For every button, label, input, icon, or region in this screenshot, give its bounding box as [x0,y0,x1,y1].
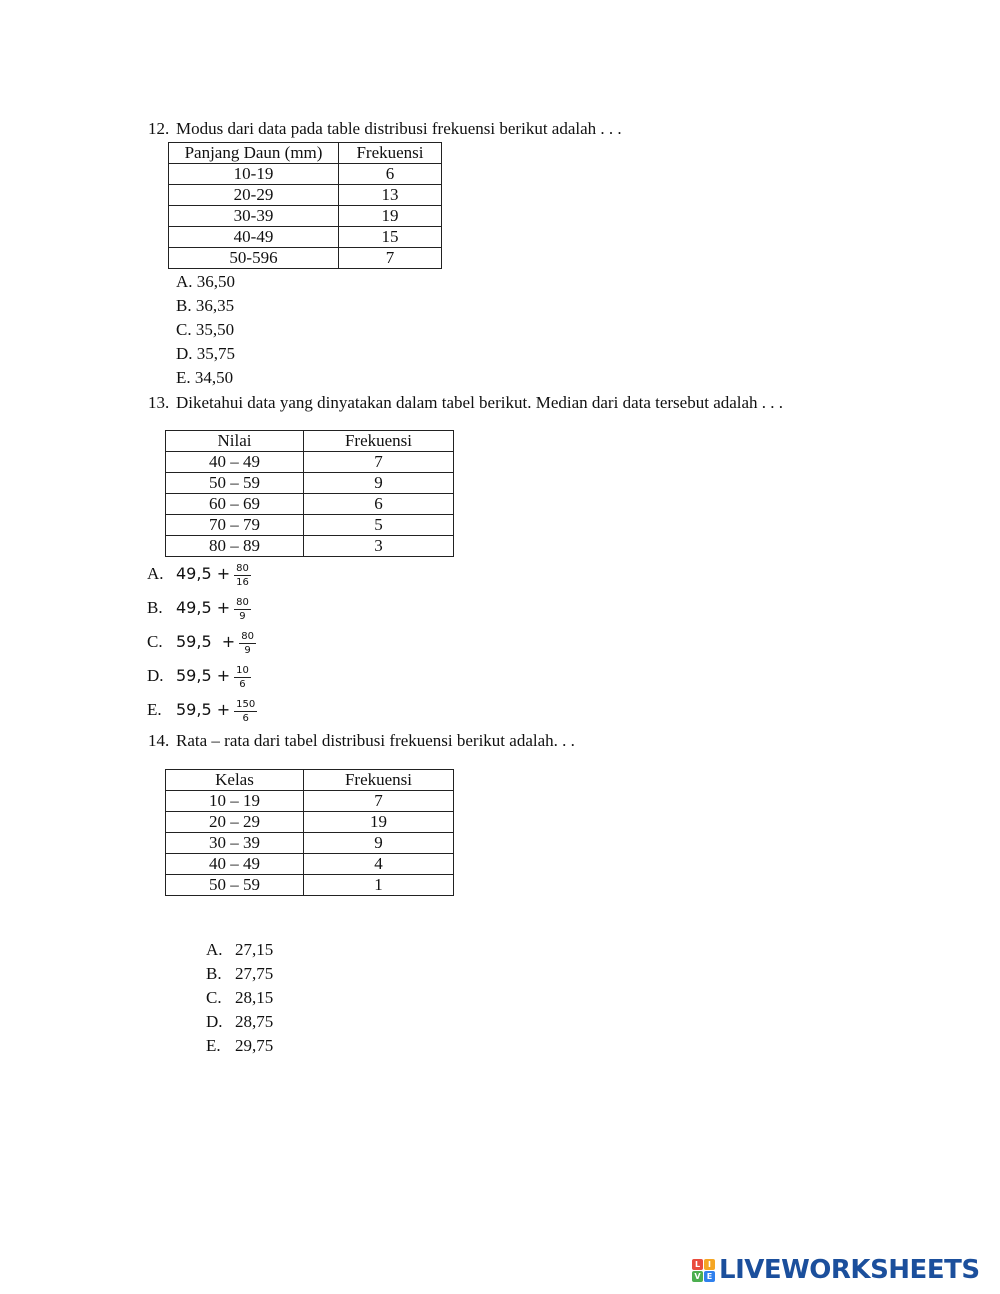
option-value: 27,75 [235,964,274,983]
q14-option-a[interactable] [206,938,273,962]
option-letter: D. [206,1012,223,1031]
option-fraction [234,699,257,724]
liveworksheets-logo[interactable] [692,1256,980,1284]
logo-tile: E [704,1271,715,1282]
option-letter: C. [176,320,192,339]
option-fraction [234,665,251,690]
table-row [169,164,442,185]
table-cell: 40 – 49 [166,854,304,875]
table-cell: 5 [304,515,454,536]
table-cell: 1 [304,875,454,896]
logo-icon [692,1259,715,1282]
option-letter: A. [206,940,223,959]
logo-text: LIVEWORKSHEETS [719,1255,980,1285]
logo-tile: L [692,1259,703,1270]
table-cell: 7 [304,791,454,812]
table-row [166,854,454,875]
table-row [166,875,454,896]
option-base: 59,5 + [176,632,236,651]
table-cell: 15 [339,227,442,248]
question-12-number: 12. [148,119,170,138]
option-base: 59,5 + [176,700,231,719]
fraction-denominator: 16 [236,576,249,588]
option-letter: A. [147,564,164,583]
question-13-text: Diketahui data yang dinyatakan dalam tabel berikut. Median dari data tersebut adalah . . . [176,393,784,412]
option-value: 29,75 [235,1036,274,1055]
table-cell: 6 [304,494,454,515]
option-value: 27,15 [235,940,274,959]
table-row [166,473,454,494]
option-letter: C. [206,988,222,1007]
table-cell: 9 [304,833,454,854]
logo-tile: V [692,1271,703,1282]
table-row [166,833,454,854]
fraction-numerator: 80 [241,630,254,642]
fraction-numerator: 80 [236,562,249,574]
q13-option-a[interactable] [147,562,251,588]
table-cell: 7 [339,248,442,269]
option-value: 28,75 [235,1012,274,1031]
q14-option-c[interactable] [206,986,273,1010]
option-value: 36,35 [195,296,235,315]
table-cell: 6 [339,164,442,185]
option-letter: D. [147,666,164,685]
option-letter: A. [176,272,193,291]
table-row [166,494,454,515]
q12-option-b[interactable] [176,294,234,318]
option-base: 59,5 + [176,666,231,685]
table-row [169,248,442,269]
table-row [166,536,454,557]
q13-frequency-table [165,430,454,557]
q12-option-e[interactable] [176,366,233,390]
q14-option-d[interactable] [206,1010,273,1034]
table-row [166,812,454,833]
table-header-cell: Frekuensi [304,770,454,791]
fraction-numerator: 10 [236,664,249,676]
question-14-number: 14. [148,731,170,750]
q12-option-a[interactable] [176,270,235,294]
table-cell: 4 [304,854,454,875]
question-12-text: Modus dari data pada table distribusi frekuensi berikut adalah . . . [176,119,622,138]
option-value: 36,50 [196,272,236,291]
table-cell: 70 – 79 [166,515,304,536]
option-base: 49,5 + [176,598,231,617]
table-cell: 3 [304,536,454,557]
table-cell: 80 – 89 [166,536,304,557]
option-letter: E. [147,700,162,719]
fraction-denominator: 6 [239,678,246,690]
q12-option-d[interactable] [176,342,235,366]
table-cell: 30 – 39 [166,833,304,854]
table-cell: 20-29 [169,185,339,206]
table-cell: 19 [339,206,442,227]
option-value: 34,50 [194,368,234,387]
q14-frequency-table [165,769,454,896]
option-base: 49,5 + [176,564,231,583]
table-cell: 40-49 [169,227,339,248]
option-fraction [239,631,256,656]
q12-option-c[interactable] [176,318,234,342]
question-13-number: 13. [148,393,170,412]
q13-option-e[interactable] [147,698,257,724]
table-row [169,227,442,248]
table-cell: 50 – 59 [166,875,304,896]
table-row [169,206,442,227]
table-row [166,515,454,536]
table-cell: 10 – 19 [166,791,304,812]
table-cell: 19 [304,812,454,833]
table-cell: 13 [339,185,442,206]
table-cell: 50-596 [169,248,339,269]
q12-frequency-table [168,142,442,269]
table-header-row [166,770,454,791]
fraction-denominator: 6 [242,712,249,724]
option-value: 35,75 [196,344,236,363]
option-fraction [234,563,251,588]
logo-tile: I [704,1259,715,1270]
table-header-cell: Kelas [166,770,304,791]
table-header-cell: Frekuensi [339,143,442,164]
table-cell: 50 – 59 [166,473,304,494]
question-14-text: Rata – rata dari tabel distribusi frekuensi berikut adalah. . . [176,731,575,750]
table-row [166,791,454,812]
table-header-cell: Frekuensi [304,431,454,452]
fraction-numerator: 80 [236,596,249,608]
q14-option-e[interactable] [206,1034,273,1058]
table-cell: 40 – 49 [166,452,304,473]
table-header-cell: Panjang Daun (mm) [169,143,339,164]
table-cell: 30-39 [169,206,339,227]
table-cell: 7 [304,452,454,473]
table-row [169,185,442,206]
q14-option-b[interactable] [206,962,273,986]
table-header-row [169,143,442,164]
q13-option-b[interactable] [147,596,251,622]
q13-option-d[interactable] [147,664,251,690]
fraction-numerator: 150 [236,698,256,710]
option-letter: E. [176,368,191,387]
option-letter: B. [147,598,163,617]
option-letter: D. [176,344,193,363]
fraction-denominator: 9 [239,610,246,622]
table-cell: 9 [304,473,454,494]
option-letter: B. [176,296,192,315]
table-cell: 10-19 [169,164,339,185]
option-value: 28,15 [235,988,274,1007]
option-letter: C. [147,632,163,651]
q13-option-c[interactable] [147,630,256,656]
option-letter: B. [206,964,222,983]
table-header-row [166,431,454,452]
table-header-cell: Nilai [166,431,304,452]
table-row [166,452,454,473]
table-cell: 60 – 69 [166,494,304,515]
option-letter: E. [206,1036,221,1055]
fraction-denominator: 9 [244,644,251,656]
table-cell: 20 – 29 [166,812,304,833]
option-value: 35,50 [195,320,235,339]
option-fraction [234,597,251,622]
